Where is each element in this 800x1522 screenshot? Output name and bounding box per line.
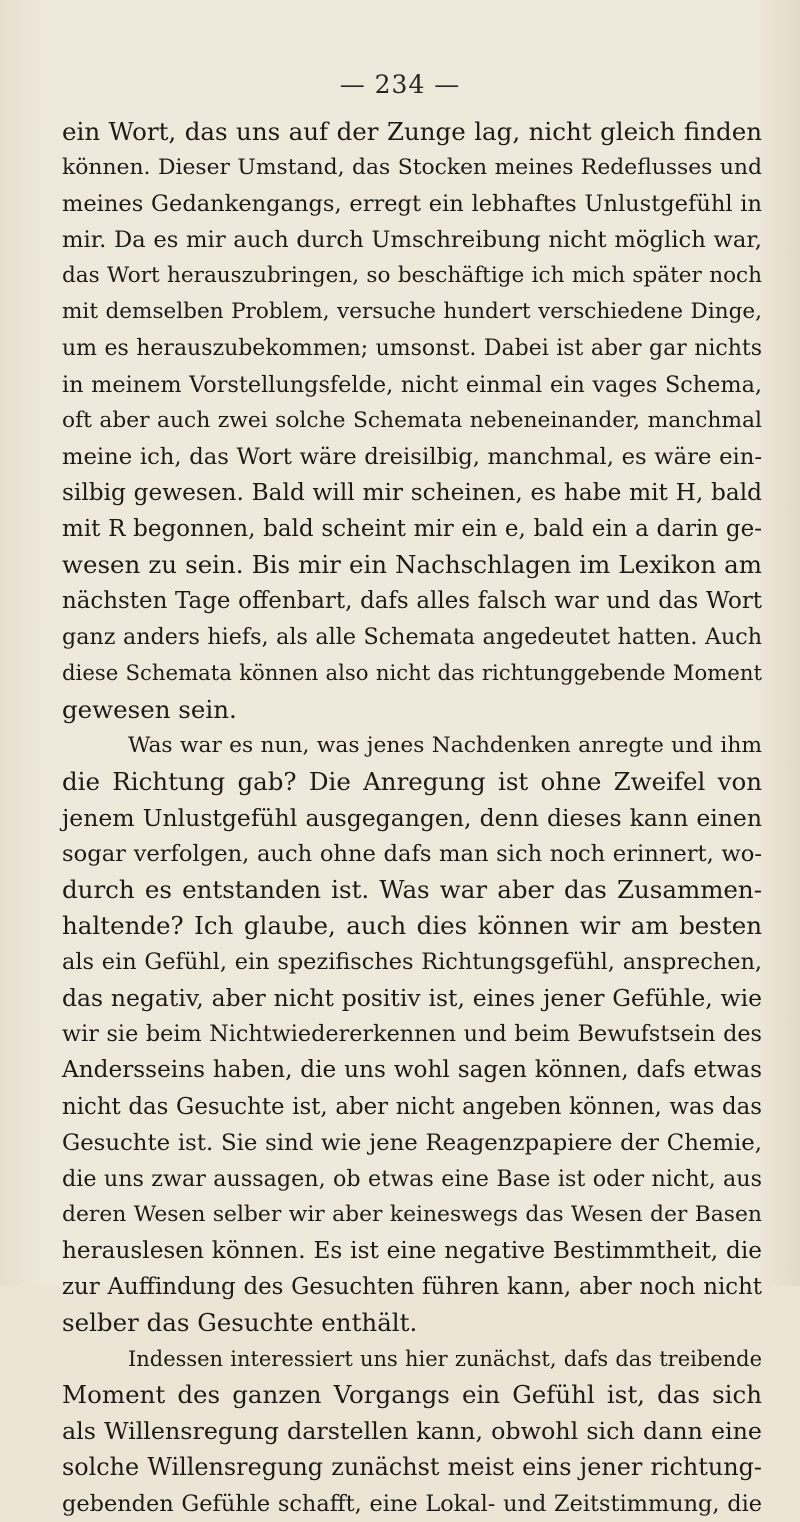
text-line: in meinem Vorstellungsfelde, nicht einmal ein vages Schema, (62, 371, 762, 398)
text-line: Moment des ganzen Vorgangs ein Gefühl ist, das sich (62, 1380, 762, 1410)
text-line: als Willensregung darstellen kann, obwohl sich dann eine (62, 1417, 762, 1446)
text-line: deren Wesen selber wir aber keineswegs das Wesen der Basen (62, 1201, 762, 1227)
text-line: die Richtung gab? Die Anregung ist ohne Zweifel von (62, 766, 762, 796)
text-line: jenem Unlustgefühl ausgegangen, denn dieses kann einen (62, 803, 762, 832)
text-line: die uns zwar aussagen, ob etwas eine Base ist oder nicht, aus (62, 1165, 762, 1192)
text-line: wesen zu sein. Bis mir ein Nachschlagen im Lexikon am (62, 550, 762, 580)
text-line: oft aber auch zwei solche Schemata nebeneinander, manchmal (62, 407, 762, 433)
text-line: nächsten Tage offenbart, dafs alles falsch war und das Wort (62, 588, 762, 615)
text-line: ganz anders hiefs, als alle Schemata angedeutet hatten. Auch (62, 624, 762, 651)
text-line: haltende? Ich glaube, auch dies können wir am besten (62, 911, 762, 941)
text-line: wir sie beim Nichtwiedererkennen und beim Bewufstsein des (62, 1021, 762, 1048)
text-line: das Wort herauszubringen, so beschäftige ich mich später noch (62, 263, 762, 289)
page-number: — 234 — (339, 70, 461, 99)
text-line: können. Dieser Umstand, das Stocken meines Redeflusses und (62, 155, 762, 181)
text-line: das negativ, aber nicht positiv ist, eines jener Gefühle, wie (62, 984, 762, 1013)
text-line: meine ich, das Wort wäre dreisilbig, manchmal, es wäre ein- (62, 443, 762, 470)
text-line: gebenden Gefühle schafft, eine Lokal- und Zeitstimmung, die (62, 1490, 762, 1517)
paragraph-start-line: Indessen interessiert uns hier zunächst, dafs das treibende (128, 1347, 762, 1372)
text-line: diese Schemata können also nicht das richtunggebende Moment (62, 660, 762, 686)
text-line: mir. Da es mir auch durch Umschreibung nicht möglich war, (62, 227, 762, 254)
text-line: mit demselben Problem, versuche hundert verschiedene Dinge, (62, 299, 762, 325)
text-line: ein Wort, das uns auf der Zunge lag, nicht gleich finden (62, 117, 762, 146)
text-line: sogar verfolgen, auch ohne dafs man sich noch erinnert, wo- (62, 840, 762, 867)
text-line: Andersseins haben, die uns wohl sagen können, dafs etwas (62, 1056, 762, 1084)
text-line: silbig gewesen. Bald will mir scheinen, es habe mit H, bald (62, 478, 762, 506)
text-line: zur Auffindung des Gesuchten führen kann, aber noch nicht (62, 1274, 762, 1300)
paragraph-end-line: gewesen sein. (62, 694, 237, 724)
text-line: als ein Gefühl, ein spezifisches Richtungsgefühl, ansprechen, (62, 949, 762, 976)
text-line: solche Willensregung zunächst meist eins jener richtung- (62, 1453, 762, 1482)
paragraph-start-line: Was war es nun, was jenes Nachdenken anregte und ihm (128, 732, 762, 758)
body-text (62, 114, 762, 1522)
text-line: meines Gedankengangs, erregt ein lebhaftes Unlustgefühl in (62, 191, 762, 218)
text-line: mit R begonnen, bald scheint mir ein e, bald ein a darin ge- (62, 516, 762, 543)
paragraph-end-line: selber das Gesuchte enthält. (62, 1308, 418, 1338)
text-line: Gesuchte ist. Sie sind wie jene Reagenzpapiere der Chemie, (62, 1129, 762, 1156)
text-line: durch es entstanden ist. Was war aber das Zusammen- (62, 874, 762, 904)
text-line: um es herauszubekommen; umsonst. Dabei ist aber gar nichts (62, 335, 762, 361)
text-line: herauslesen können. Es ist eine negative Bestimmtheit, die (62, 1237, 762, 1264)
text-line: nicht das Gesuchte ist, aber nicht angeben können, was das (62, 1093, 762, 1120)
